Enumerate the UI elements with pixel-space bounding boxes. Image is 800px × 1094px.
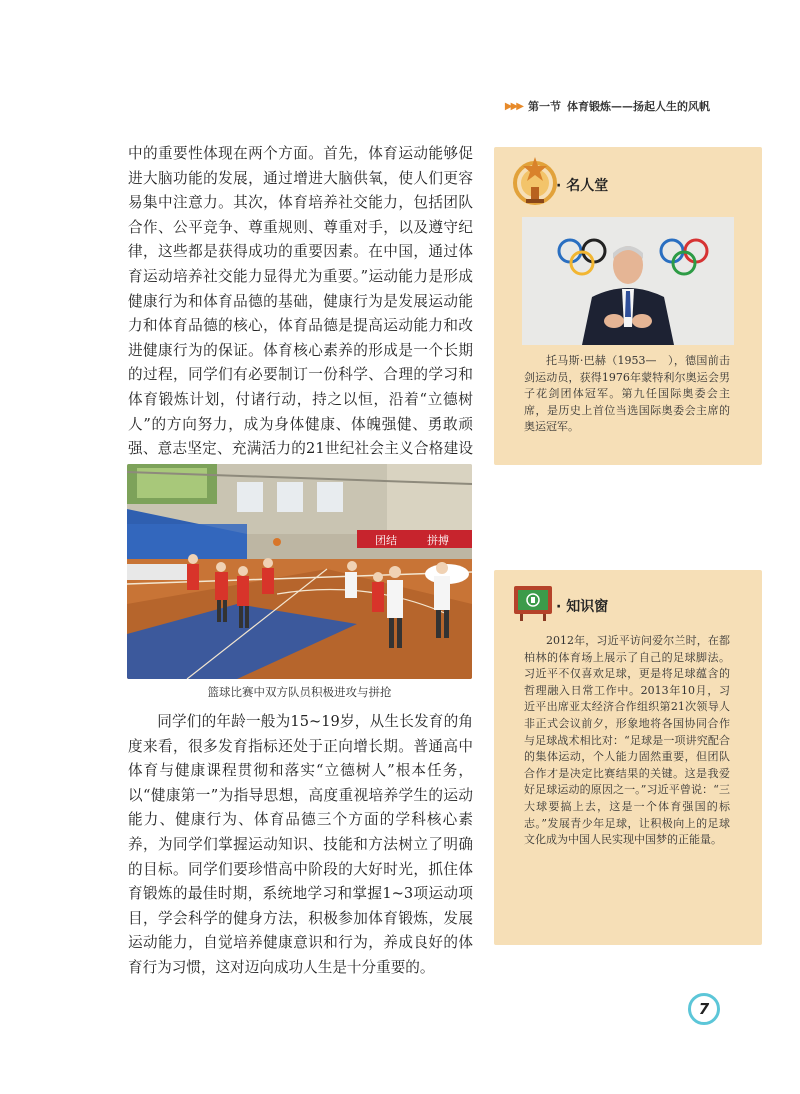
knowledge-text: 2012年，习近平访问爱尔兰时，在都柏林的体育场上展示了自己的足球脚法。习近平不仅喜欢足球，更是将足球蕴含的哲理融入日常工作中。2013年10月，习近平出席亚太经济合作组织第21次领导人非正式会议前夕，形象地将各国协同合作与足球战术相比对：“足球是一项讲究配合的集体运动，个人能力固然重要，但团队合作才是决定比赛结果的关键。这是我爱好足球运动的原因之一。”习近平曾说：“三大球要搞上去，这是一个体育强国的标志。”发展青少年足球，让积极向上的足球文化成为中国人民实现中国梦的正能量。 <box>524 634 730 847</box>
photo-caption: 篮球比赛中双方队员积极进攻与拼抢 <box>207 685 392 699</box>
famous-bio: 托马斯·巴赫（1953— ），德国前击剑运动员，获得1976年蒙特利尔奥运会男子花剑团体冠军。第九任国际奥委会主席，是历史上首位当选国际奥委会主席的奥运冠军。 <box>524 354 730 434</box>
banner-text-2: 拼搏 <box>427 534 449 547</box>
famous-box-title: · 名人堂 <box>556 178 609 194</box>
basketball-photo <box>127 464 472 679</box>
portrait-photo <box>522 217 734 345</box>
header-section: 第一节 <box>528 100 561 113</box>
knowledge-box-title: · 知识窗 <box>556 599 609 615</box>
running-header <box>505 98 710 114</box>
famous-people-box <box>494 147 762 465</box>
header-title: 体育锻炼——扬起人生的风帆 <box>567 100 710 113</box>
knowledge-window-box <box>494 570 762 945</box>
banner-text-1: 团结 <box>375 534 397 547</box>
blackboard-icon <box>512 582 554 622</box>
body-paragraph-2: 同学们的年龄一般为15~19岁，从生长发育的角度来看，很多发育指标还处于正向增长期。普通高中体育与健康课程贯彻和落实“立德树人”根本任务，以“健康第一”为指导思想，高度重视培养学生的运动能力、健康行为、体育品德三个方面的学科核心素养，为同学们掌握运动知识、技能和方法树立了明确的目标。同学们要珍惜高中阶段的大好时光，抓住体育锻炼的最佳时期，系统地学习和掌握1~3项运动项目，学会科学的健身方法，积极参加体育锻炼，发展运动能力，自觉培养健康意识和行为，养成良好的体育行为习惯，这对迈向成功人生是十分重要的。 <box>128 713 473 976</box>
trophy-icon <box>512 153 558 205</box>
triple-arrow-icon: ▶▶▶ <box>504 100 522 112</box>
body-paragraph-1: 中的重要性体现在两个方面。首先，体育运动能够促进大脑功能的发展，通过增进大脑供氧，使人们更容易集中注意力。其次，体育培养社交能力，包括团队合作、公平竞争、尊重规则、尊重对手，以及遵守纪律，这些都是获得成功的重要因素。在中国，通过体育运动培养社交能力显得尤为重要。”运动能力是形成健康行为和体育品德的基础，健康行为是发展运动能力和体育品德的核心，体育品德是提高运动能力和改进健康行为的保证。体育核心素养的形成是一个长期的过程，同学们有必要制订一份科学、合理的学习和体育锻炼计划，付诸行动，持之以恒，沿着“立德树人”的方向努力，成为身体健康、体魄强健、勇敢顽强、意志坚定、充满活力的21世纪社会主义合格建设 <box>128 145 473 458</box>
page-number: 7 <box>688 993 720 1025</box>
